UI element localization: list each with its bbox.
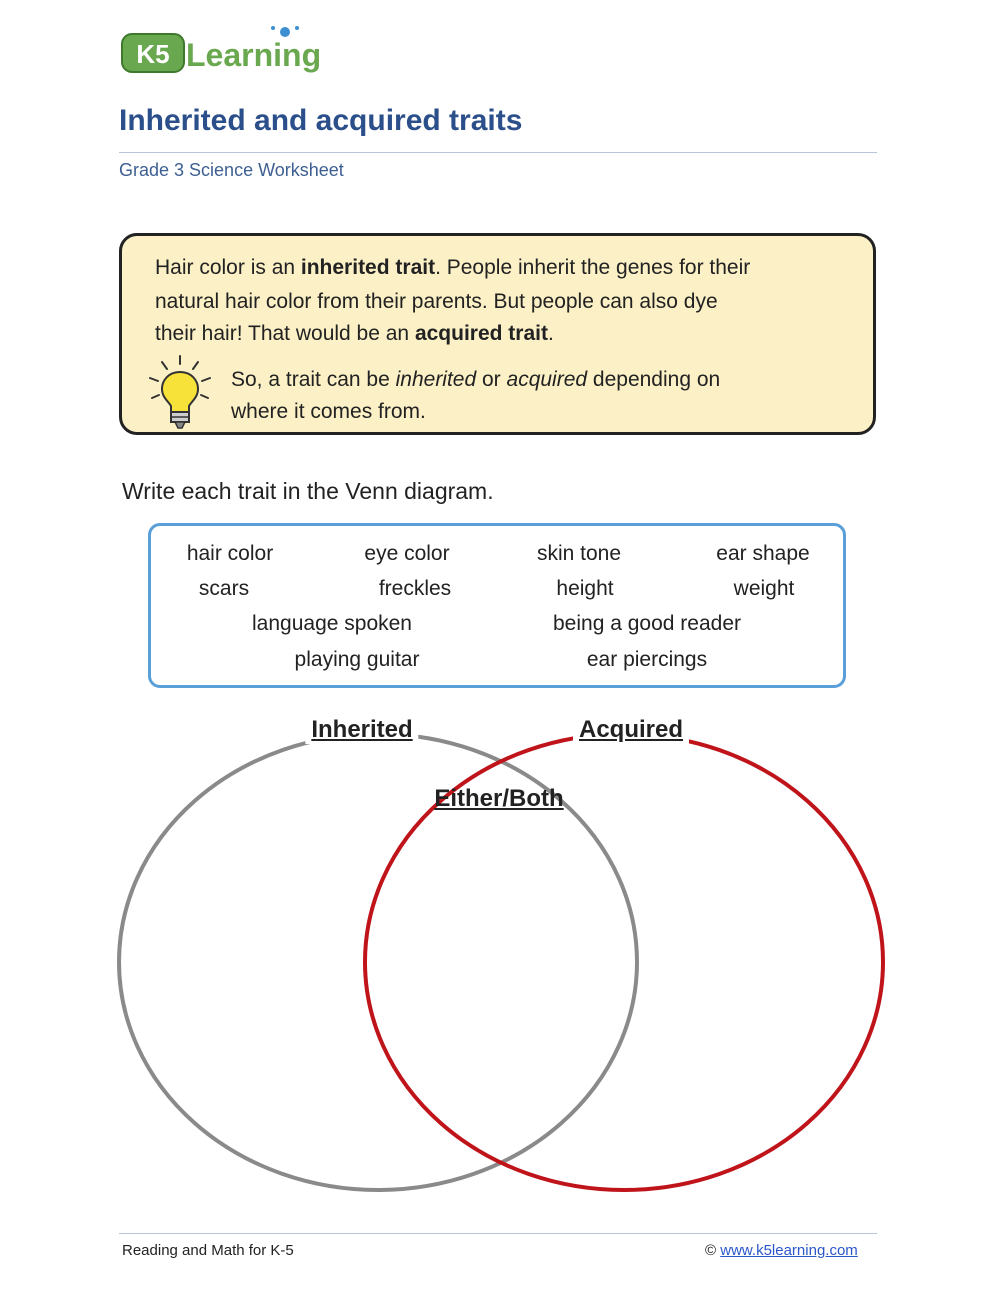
word-bank-item: eye color [364,542,450,565]
word-bank-item: height [556,577,614,600]
tip-line-2: where it comes from. [231,400,426,423]
page-title: Inherited and acquired traits [119,104,523,137]
inherited-label: Inherited [305,716,418,744]
copyright-symbol: © [705,1242,717,1259]
word-bank-item: freckles [378,577,452,600]
word-bank-item: skin tone [536,542,622,565]
word-bank-item: ear piercings [586,648,708,671]
word-bank-item: language spoken [252,612,412,635]
either-both-label: Either/Both [434,785,564,812]
info-line-1: Hair color is an inherited trait. People inherit the genes for their [155,256,751,279]
footer-divider [119,1233,877,1234]
title-divider [119,152,877,153]
page-subtitle: Grade 3 Science Worksheet [119,160,344,180]
acquired-label: Acquired [573,716,689,744]
svg-text:K5: K5 [136,39,170,69]
k5-learning-logo [120,22,335,78]
word-bank-item: playing guitar [294,648,420,671]
instruction-text: Write each trait in the Venn diagram. [122,478,494,504]
word-bank-item: weight [733,577,795,600]
word-bank [148,523,846,688]
tip-line-1: So, a trait can be inherited or acquired depending on [231,368,721,391]
info-line-2: natural hair color from their parents. But people can also dye [155,290,718,313]
svg-text:Learning: Learning [186,37,322,73]
footer-copyright [705,1242,858,1259]
info-box [119,233,876,435]
word-bank-item: being a good reader [553,612,741,635]
lightbulb-icon [146,354,214,432]
footer-tagline: Reading and Math for K-5 [122,1242,294,1259]
venn-diagram [0,700,1000,1210]
info-line-3: their hair! That would be an acquired trait. [155,322,554,345]
word-bank-item: hair color [186,542,274,565]
footer-website-link[interactable]: www.k5learning.com [720,1242,858,1259]
word-bank-item: ear shape [716,542,810,565]
word-bank-item: scars [198,577,250,600]
